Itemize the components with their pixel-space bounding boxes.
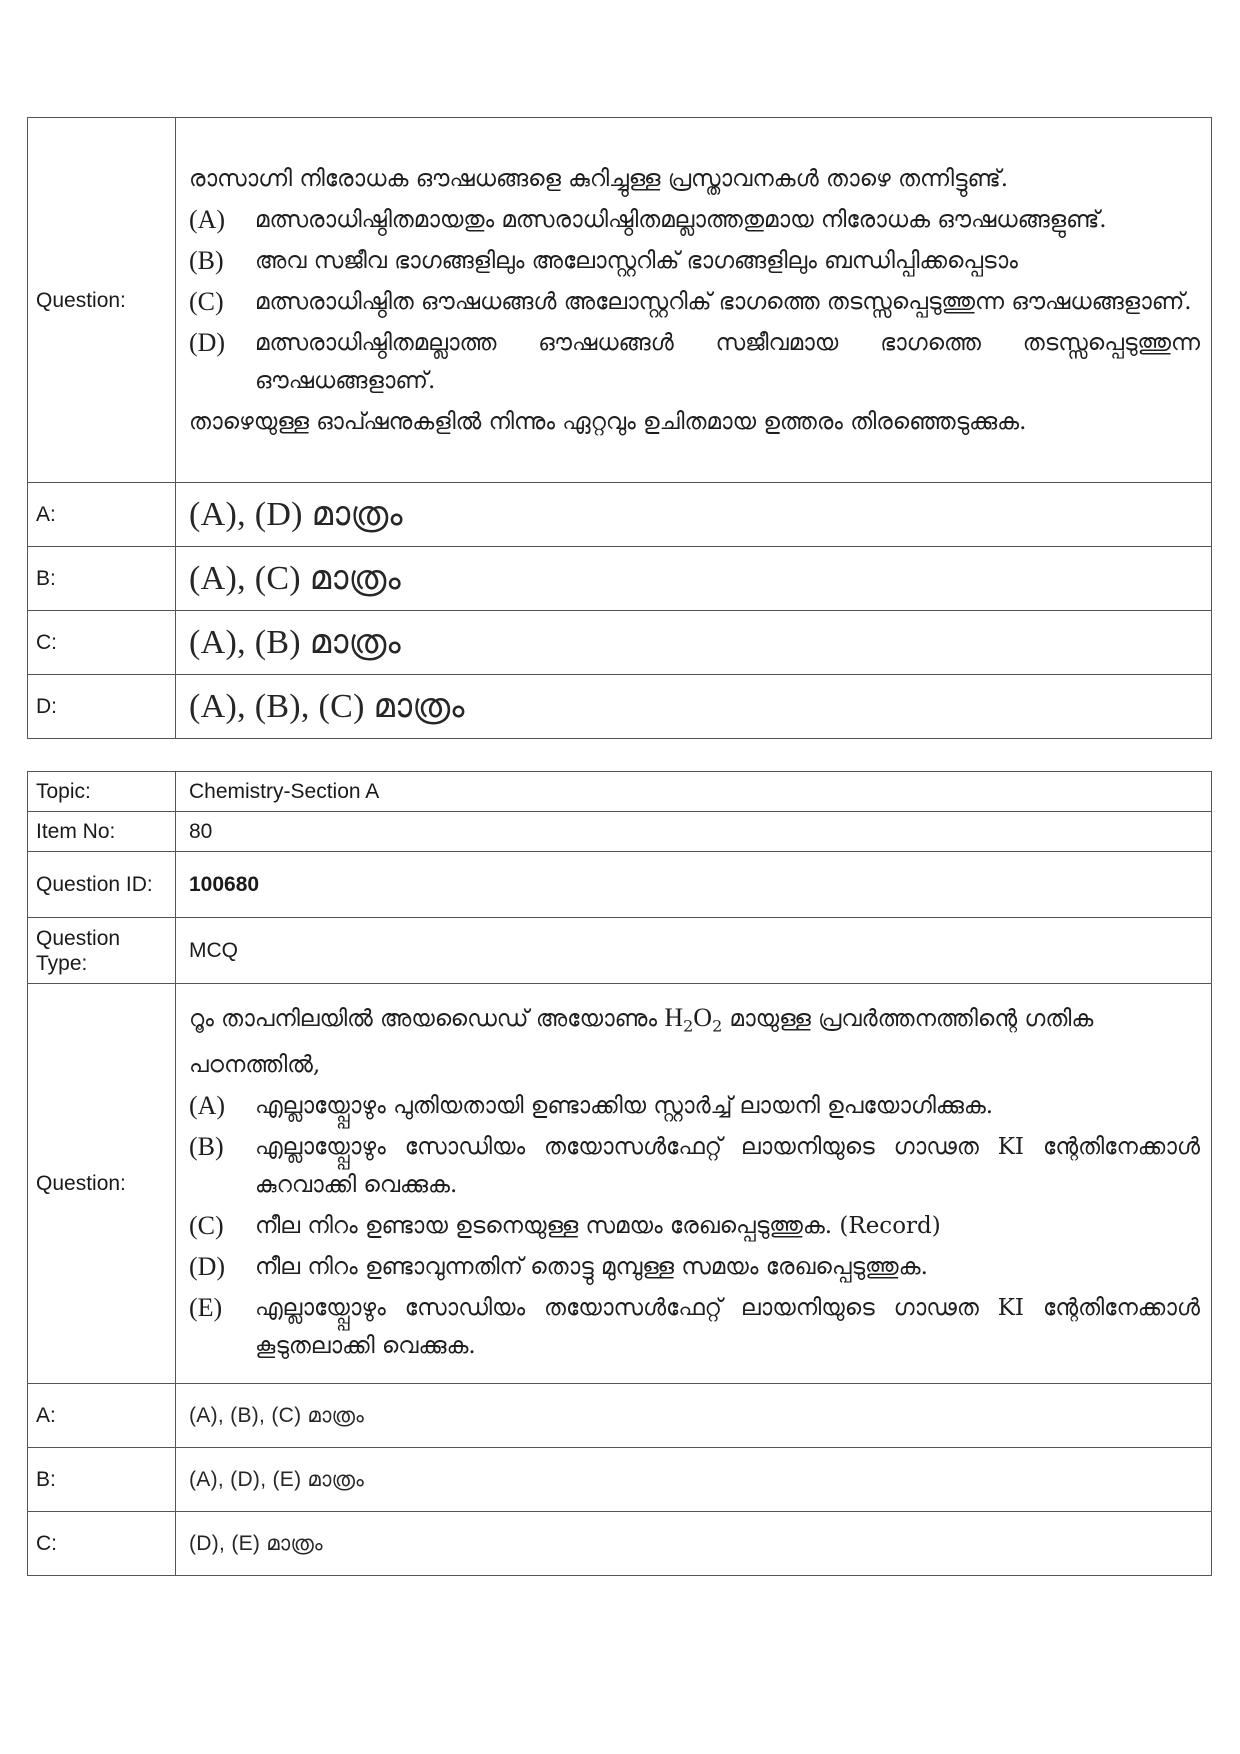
question-row [28, 984, 1212, 1384]
option-row-c[interactable] [28, 1512, 1212, 1576]
option-text[interactable]: (A), (B), (C) മാത്രം [176, 1384, 1212, 1448]
topic-row [28, 772, 1212, 812]
statement-d [189, 1248, 1200, 1286]
statement-a [189, 1087, 1200, 1125]
statement-key: (D) [189, 1251, 226, 1281]
qtype-label: Question Type: [28, 918, 176, 984]
option-text[interactable]: (A), (C) മാത്രം [176, 547, 1212, 611]
option-row-b[interactable] [28, 547, 1212, 611]
statement-c [189, 1207, 1200, 1245]
option-row-a[interactable] [28, 483, 1212, 547]
option-label: C: [28, 1512, 176, 1576]
qtype-row [28, 918, 1212, 984]
statement-key: (C) [189, 1210, 224, 1240]
option-text[interactable]: (A), (B) മാത്രം [176, 611, 1212, 675]
question-label: Question: [28, 984, 176, 1384]
statement-text: മത്സരാധിഷ്ഠിതമായതും മത്സരാധിഷ്ഠിതമല്ലാത്തതുമായ നിരോധക ഔഷധങ്ങളുണ്ട്. [255, 206, 1107, 233]
statement-text: എല്ലായ്പ്പോഴും സോഡിയം തയോസൾഫേറ്റ് ലായനിയുടെ ഗാഢത KI ന്റേതിനേക്കാൾ കൂടുതലാക്കി വെക്കുക. [255, 1294, 1200, 1359]
statement-text: അവ സജീവ ഭാഗങ്ങളിലും അലോസ്റ്ററിക് ഭാഗങ്ങളിലും ബന്ധിപ്പിക്കപ്പെടാം [255, 247, 1018, 274]
qid-label: Question ID: [28, 852, 176, 918]
option-text[interactable]: (A), (B), (C) മാത്രം [176, 675, 1212, 739]
formula-o: O [693, 1003, 713, 1033]
topic-label: Topic: [28, 772, 176, 812]
statement-key: (A) [189, 1090, 226, 1120]
item-label: Item No: [28, 812, 176, 852]
statement-text: നീല നിറം ഉണ്ടായ ഉടനെയുള്ള സമയം രേഖപ്പെടുത്തുക. (Record) [255, 1212, 941, 1239]
option-label: A: [28, 483, 176, 547]
question-row [28, 118, 1212, 483]
statement-b [189, 242, 1200, 280]
question-outro: താഴെയുള്ള ഓപ്ഷനുകളിൽ നിന്നും ഏറ്റവും ഉചിതമായ ഉത്തരം തിരഞ്ഞെടുക്കുക. [189, 408, 1027, 435]
item-value: 80 [176, 812, 1212, 852]
statement-text: നീല നിറം ഉണ്ടാവുന്നതിന് തൊട്ടു മുമ്പുള്ള സമയം രേഖപ്പെടുത്തുക. [255, 1253, 928, 1280]
statement-key: (C) [189, 286, 224, 316]
question-label: Question: [28, 118, 176, 483]
statement-text: എല്ലായ്പ്പോഴും പുതിയതായി ഉണ്ടാക്കിയ സ്റ്റാർച്ച് ലായനി ഉപയോഗിക്കുക. [255, 1092, 994, 1119]
statement-text: മത്സരാധിഷ്ഠിത ഔഷധങ്ങൾ അലോസ്റ്ററിക് ഭാഗത്തെ തടസ്സപ്പെടുത്തുന്ന ഔഷധങ്ങളാണ്. [255, 288, 1192, 315]
question-intro [189, 999, 1200, 1084]
option-label: A: [28, 1384, 176, 1448]
item-row [28, 812, 1212, 852]
question-body [176, 984, 1212, 1384]
statement-a [189, 201, 1200, 239]
intro-post: മായുള്ള പ്രവർത്തനത്തിന്റെ ഗതിക പഠനത്തിൽ, [189, 1006, 1094, 1078]
intro-pre: റൂം താപനിലയിൽ അയഡൈഡ് അയോണും [189, 1006, 665, 1033]
option-row-b[interactable] [28, 1448, 1212, 1512]
statement-c [189, 283, 1200, 321]
option-text[interactable]: (A), (D), (E) മാത്രം [176, 1448, 1212, 1512]
option-label: B: [28, 1448, 176, 1512]
question-table-1 [27, 117, 1212, 739]
formula-h: H [664, 1003, 684, 1033]
qid-row [28, 852, 1212, 918]
statement-d [189, 324, 1200, 400]
statement-b [189, 1128, 1200, 1204]
question-table-2 [27, 771, 1212, 1576]
formula-sub2: 2 [712, 1016, 723, 1036]
statement-key: (B) [189, 1131, 224, 1161]
option-label: D: [28, 675, 176, 739]
statement-e [189, 1289, 1200, 1365]
qtype-value: MCQ [176, 918, 1212, 984]
option-row-d[interactable] [28, 675, 1212, 739]
topic-value: Chemistry-Section A [176, 772, 1212, 812]
option-row-c[interactable] [28, 611, 1212, 675]
formula-sub1: 2 [683, 1016, 694, 1036]
statement-key: (D) [189, 327, 226, 357]
option-row-a[interactable] [28, 1384, 1212, 1448]
statement-text: മത്സരാധിഷ്ഠിതമല്ലാത്ത ഔഷധങ്ങൾ സജീവമായ ഭാഗത്തെ തടസ്സപ്പെടുത്തുന്ന ഔഷധങ്ങളാണ്. [255, 329, 1200, 394]
option-text[interactable]: (A), (D) മാത്രം [176, 483, 1212, 547]
statement-key: (A) [189, 204, 226, 234]
option-label: B: [28, 547, 176, 611]
question-intro: രാസാഗ്നി നിരോധക ഔഷധങ്ങളെ കുറിച്ചുള്ള പ്രസ്താവനകൾ താഴെ തന്നിട്ടുണ്ട്. [189, 165, 1009, 192]
question-body [176, 118, 1212, 483]
option-label: C: [28, 611, 176, 675]
statement-text: എല്ലായ്പ്പോഴും സോഡിയം തയോസൾഫേറ്റ് ലായനിയുടെ ഗാഢത KI ന്റേതിനേക്കാൾ കുറവാക്കി വെക്കുക. [255, 1133, 1200, 1198]
option-text[interactable]: (D), (E) മാത്രം [176, 1512, 1212, 1576]
statement-key: (E) [189, 1292, 223, 1322]
statement-key: (B) [189, 245, 224, 275]
qid-value: 100680 [176, 852, 1212, 918]
